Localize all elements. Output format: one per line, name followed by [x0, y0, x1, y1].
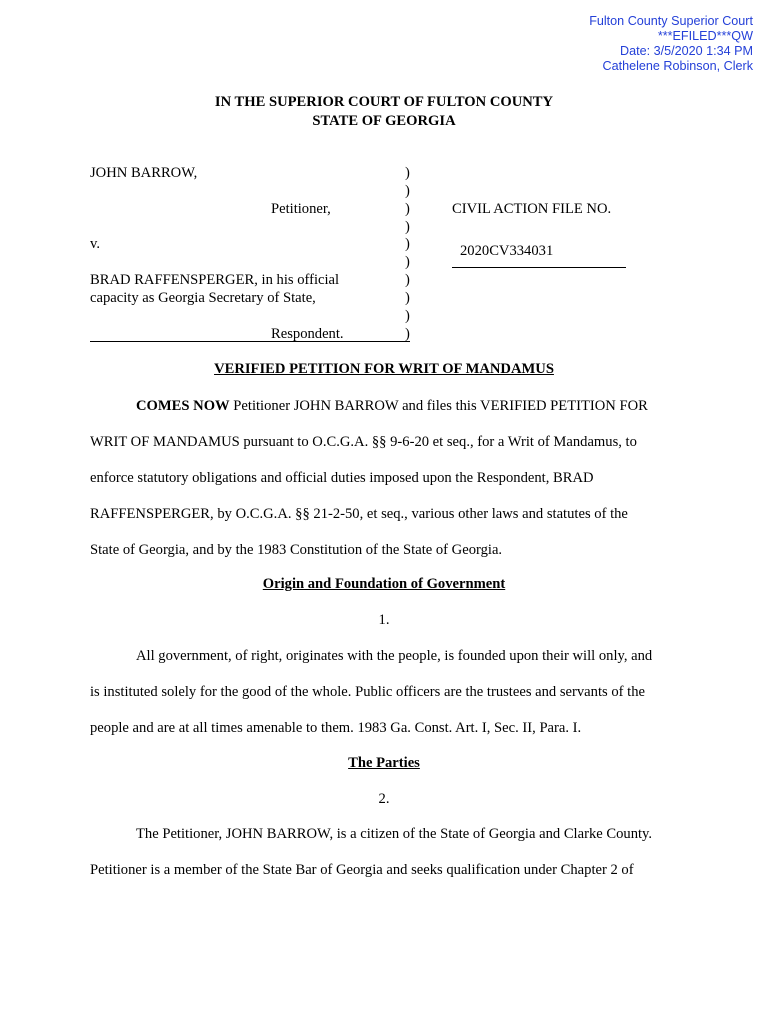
intro-paragraph [90, 388, 680, 568]
caption-paren: ) [405, 219, 410, 235]
court-state: STATE OF GEORGIA [312, 113, 456, 129]
caption-bottom-rule [90, 341, 410, 342]
intro-line [90, 388, 680, 424]
paragraph-1-line: is instituted solely for the good of the whole. Public officers are the trustees and servants of the [90, 684, 645, 700]
section-heading-origin: Origin and Foundation of Government [262, 576, 506, 592]
respondent-role: Respondent. [271, 326, 344, 342]
case-caption [0, 0, 768, 345]
respondent-capacity: capacity as Georgia Secretary of State, [90, 290, 316, 306]
caption-paren: ) [405, 254, 410, 270]
section-heading-parties: The Parties [348, 755, 420, 771]
intro-line: RAFFENSPERGER, by O.C.G.A. §§ 21-2-50, et seq., various other laws and statutes of the [90, 506, 628, 522]
caption-paren: ) [405, 201, 410, 217]
file-number: 2020CV334031 [460, 243, 554, 259]
court-name: IN THE SUPERIOR COURT OF FULTON COUNTY [214, 94, 554, 110]
file-number-rule [452, 267, 626, 268]
caption-paren: ) [405, 183, 410, 199]
caption-paren: ) [405, 308, 410, 324]
caption-paren: ) [405, 326, 410, 342]
paragraph-1-line: All government, of right, originates with the people, is founded upon their will only, and [136, 648, 653, 664]
stamp-court-name: Fulton County Superior Court [589, 14, 753, 28]
paragraph-2-line: Petitioner is a member of the State Bar of Georgia and seeks qualification under Chapter 2 of [90, 862, 634, 878]
stamp-date: Date: 3/5/2020 1:34 PM [619, 44, 753, 58]
respondent-name: BRAD RAFFENSPERGER, in his official [90, 272, 340, 288]
caption-paren: ) [405, 165, 410, 181]
intro-line: State of Georgia, and by the 1983 Constitution of the State of Georgia. [90, 542, 503, 558]
paragraph-1 [90, 638, 680, 746]
intro-line: enforce statutory obligations and official duties imposed upon the Respondent, BRAD [90, 470, 594, 486]
civil-action-label: CIVIL ACTION FILE NO. [452, 201, 612, 217]
paragraph-2-line: The Petitioner, JOHN BARROW, is a citizen of the State of Georgia and Clarke County. [136, 826, 653, 842]
document-title: VERIFIED PETITION FOR WRIT OF MANDAMUS [214, 361, 554, 377]
paragraph-number-2: 2. [378, 791, 390, 807]
intro-line: WRIT OF MANDAMUS pursuant to O.C.G.A. §§ 9-6-20 et seq., for a Writ of Mandamus, to [90, 434, 637, 450]
petitioner-role: Petitioner, [271, 201, 331, 217]
intro-line-rest: Petitioner JOHN BARROW and files this VERIFIED PETITION FOR [229, 398, 648, 414]
versus-label: v. [90, 236, 100, 252]
caption-paren: ) [405, 290, 410, 306]
stamp-clerk: Cathelene Robinson, Clerk [602, 59, 753, 73]
paragraph-2 [90, 816, 680, 888]
paragraph-number-1: 1. [378, 612, 390, 628]
stamp-efiled: ***EFILED***QW [657, 29, 753, 43]
petitioner-name: JOHN BARROW, [90, 165, 198, 181]
caption-paren: ) [405, 272, 410, 288]
caption-paren: ) [405, 236, 410, 252]
paragraph-1-line: people and are at all times amenable to them. 1983 Ga. Const. Art. I, Sec. II, Para. I. [90, 720, 582, 736]
comes-now-lead: COMES NOW [136, 398, 230, 414]
